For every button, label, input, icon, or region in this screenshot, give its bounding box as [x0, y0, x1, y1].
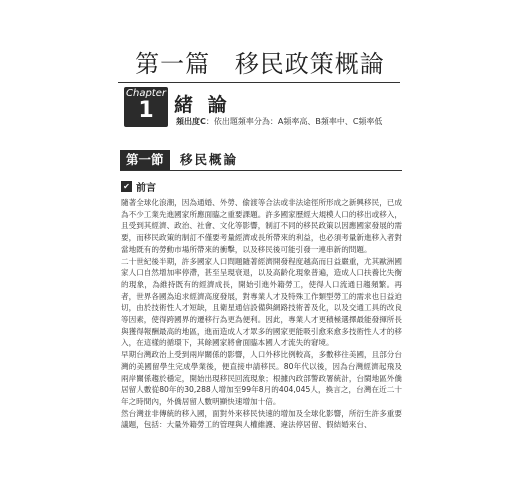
- frequency-label: 頻出度C: [176, 117, 206, 126]
- chapter-number: 1: [138, 98, 154, 123]
- part-name: 移民政策概論: [234, 50, 385, 78]
- section-tag: 第一節: [120, 150, 170, 170]
- section-title: 移民概論: [180, 152, 239, 167]
- frequency-text: ：依出題頻率分為：A頻率高、B頻率中、C頻率低: [205, 117, 383, 126]
- part-title: [0, 44, 520, 79]
- chapter-badge: [124, 87, 168, 127]
- body-text: [121, 197, 402, 431]
- paragraph: 早期台灣政治上受到兩岸關係的影響，人口外移比例較高，多數移往美國，且部分台灣的美國留學生完成學業後，便直接申請移民。80年代以後，因為台灣經濟起飛及兩岸關係趨於穩定，開始出現移民回流現象；根據內政部警政署統計，台閩地區外僑居留人數從80年的30,288人增加至99年8月的404,045人，換言之，台灣在近二十年之時間內，外僑居留人數明顯快速增加十倍。: [121, 350, 402, 406]
- paragraph: 然台灣並非傳統的移入國，面對外來移民快速的增加及全球化影響，所衍生許多重要議題，包括：大量外籍勞工的管理與人權維護、違法停居留、假結婚來台、: [121, 408, 402, 430]
- paragraph: 二十世紀後半期，許多國家人口問題隨著經濟開發程度越高而日益嚴重，尤其歐洲國家人口自然增加率停滯，甚至呈現衰退，以及高齡化現象普遍，造成人口扶養比失衡的現象，為維持既有的經濟成長，開始引進外籍勞工，使得人口流通日趨頻繁。再者，世界各國為追求經濟高度發展，對專業人才及特殊工作類型勞工的需求也日益迫切，由於技術性人才短缺，且衛星通信設備與網路技術普及化，以及交通工具的改良等因素，使得跨國界的遷移行為更為便利。因此，專業人才更積極選擇最能發揮所長與獲得報酬最高的地區，進而造成人才眾多的國家更能吸引愈來愈多技術性人才的移入，在這樣的循環下，其餘國家將會面臨本國人才流失的窘境。: [121, 256, 402, 348]
- part-label: 第一篇: [135, 50, 211, 78]
- frequency-note: [176, 116, 382, 127]
- chapter-title: 緒 論: [174, 94, 231, 116]
- preface-heading: [121, 180, 156, 193]
- section-header: [120, 150, 402, 171]
- preface-label: 前言: [136, 183, 156, 194]
- checkmark-box-icon: ✔: [121, 181, 132, 192]
- paragraph: 隨著全球化浪潮，因為通婚、外勞、偷渡等合法或非法途徑所形成之新興移民，已成為不少工業先進國家所應面臨之重要課題。許多國家歷經大規模人口的移出或移入，且受到其經濟、政治、社會、文化等影響，制訂不同的移民政策以因應國家發展的需要，而移民政策的制訂不僅要考量經濟或長所帶來的利益，也必須考量新進移入者對當地既有的勞動市場所帶來的衝擊，以及移民後可能引發一連串新的問題。: [121, 198, 402, 254]
- title-divider: [118, 82, 400, 83]
- chapter-word: Chapter: [126, 88, 166, 99]
